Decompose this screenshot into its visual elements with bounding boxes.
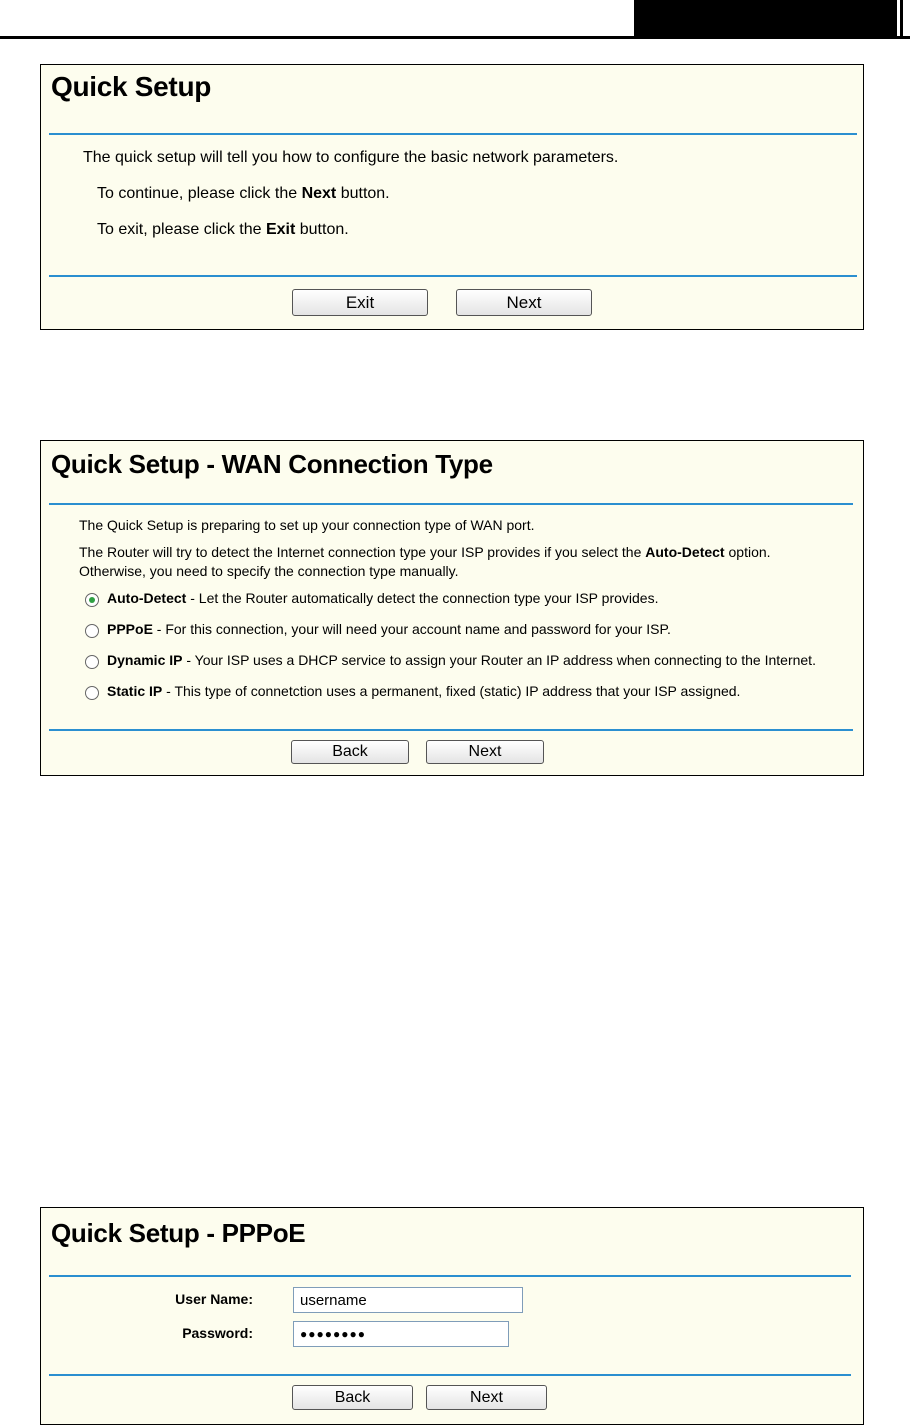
manual-text: Otherwise, you need to specify the connection type manually. <box>79 563 459 579</box>
page-header-tick <box>900 0 903 38</box>
title-divider <box>49 133 857 135</box>
quick-setup-panel <box>40 64 864 330</box>
pppoe-panel <box>40 1207 864 1425</box>
username-label: User Name: <box>175 1291 253 1307</box>
exit-text: To exit, please click the Exit button. <box>97 221 349 238</box>
dynamic-ip-label: Dynamic IP - Your ISP uses a DHCP service to assign your Router an IP address when connecting to the Internet. <box>107 652 816 668</box>
next-button[interactable]: Next <box>456 289 592 316</box>
static-ip-radio[interactable] <box>85 686 99 700</box>
next-button[interactable]: Next <box>426 1385 547 1410</box>
page-header-block <box>634 0 897 38</box>
password-input[interactable]: ●●●●●●●● <box>293 1321 509 1347</box>
intro-text: The Quick Setup is preparing to set up your connection type of WAN port. <box>79 517 535 533</box>
dynamic-ip-radio[interactable] <box>85 655 99 669</box>
back-button[interactable]: Back <box>292 1385 413 1410</box>
pppoe-radio[interactable] <box>85 624 99 638</box>
static-ip-label: Static IP - This type of connetction uses a permanent, fixed (static) IP address that your ISP assigned. <box>107 683 741 699</box>
continue-text: To continue, please click the Next button. <box>97 185 390 202</box>
button-divider <box>49 275 857 277</box>
wan-connection-type-panel <box>40 440 864 776</box>
intro-text: The quick setup will tell you how to configure the basic network parameters. <box>83 149 619 166</box>
back-button[interactable]: Back <box>291 740 409 764</box>
panel-title: Quick Setup - PPPoE <box>51 1218 306 1248</box>
username-input[interactable] <box>293 1287 523 1313</box>
button-divider <box>49 1374 851 1376</box>
next-button[interactable]: Next <box>426 740 544 764</box>
exit-button[interactable]: Exit <box>292 289 428 316</box>
password-label: Password: <box>182 1325 253 1341</box>
pppoe-label: PPPoE - For this connection, your will need your account name and password for your ISP. <box>107 621 671 637</box>
panel-title: Quick Setup - WAN Connection Type <box>51 449 493 479</box>
panel-title: Quick Setup <box>51 71 212 102</box>
detect-text: The Router will try to detect the Internet connection type your ISP provides if you select the Auto-Detect option. <box>79 544 771 560</box>
button-divider <box>49 729 853 731</box>
auto-detect-radio[interactable] <box>85 593 99 607</box>
auto-detect-label: Auto-Detect - Let the Router automatically detect the connection type your ISP provides. <box>107 590 659 606</box>
title-divider <box>49 1275 851 1277</box>
title-divider <box>49 503 853 505</box>
